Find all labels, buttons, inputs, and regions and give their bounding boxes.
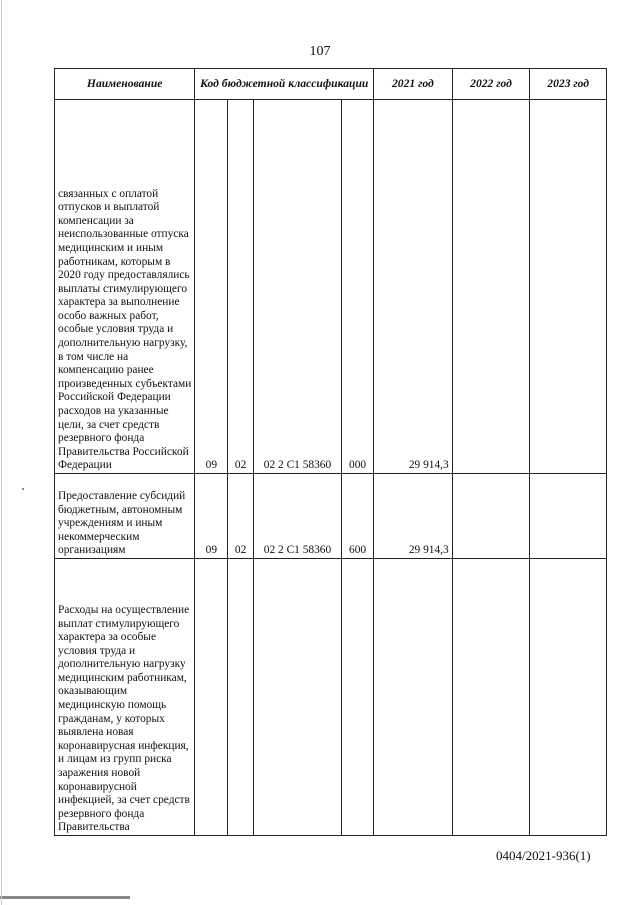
budget-table [54,68,607,836]
header-2022: 2022 год [452,69,530,100]
row-2021: 29 914,3 [374,100,453,474]
row-vr: 600 [342,474,374,559]
row-name: связанных с оплатой отпусков и выплатой компенсации за неиспользованные отпуска медицинским и иным работникам, которым в 2020 году предоставлялись выплаты стимулирующего характера за выполнение особо важных работ, особые условия труда и дополнительную нагрузку, в том числе на компенсацию ранее произведенных субъектами Российской Федерации расходов на указанные цели, за счет средств резервного фонда Правительства Российской Федерации [55,100,195,474]
scan-artifact [0,896,130,899]
row-vr [342,559,374,836]
row-pr: 02 [228,474,254,559]
row-name: Расходы на осуществление выплат стимулирующего характера за особые условия труда и дополнительную нагрузку медицинским работникам, оказывающим медицинскую помощь гражданам, у которых выявлена новая коронавирусная инфекция, и лицам из групп риска заражения новой коронавирусной инфекцией, за счет средств резервного фонда Правительства [55,559,195,836]
header-2023: 2023 год [530,69,607,100]
document-code: 0404/2021-936(1) [496,848,591,863]
scan-artifact [1,0,2,905]
header-2021: 2021 год [374,69,453,100]
table-row [55,559,607,836]
row-2023 [530,474,607,559]
row-2022 [452,474,530,559]
row-pr [228,559,254,836]
row-2022 [452,100,530,474]
header-name: Наименование [55,69,195,100]
row-2021 [374,559,453,836]
row-2022 [452,559,530,836]
row-2023 [530,100,607,474]
row-csr: 02 2 С1 58360 [253,100,341,474]
row-name: Предоставление субсидий бюджетным, автономным учреждениям и иным некоммерческим организациям [55,474,195,559]
table-row [55,100,607,474]
table-row [55,474,607,559]
row-pr: 02 [228,100,254,474]
header-code: Код бюджетной классификации [195,69,374,100]
row-2021: 29 914,3 [374,474,453,559]
row-rz: 09 [195,100,228,474]
row-rz: 09 [195,474,228,559]
row-vr: 000 [342,100,374,474]
row-csr [253,559,341,836]
row-rz [195,559,228,836]
page-number: 107 [309,44,331,59]
row-2023 [530,559,607,836]
row-csr: 02 2 С1 58360 [253,474,341,559]
scan-artifact [22,488,24,490]
header-row [55,69,607,100]
